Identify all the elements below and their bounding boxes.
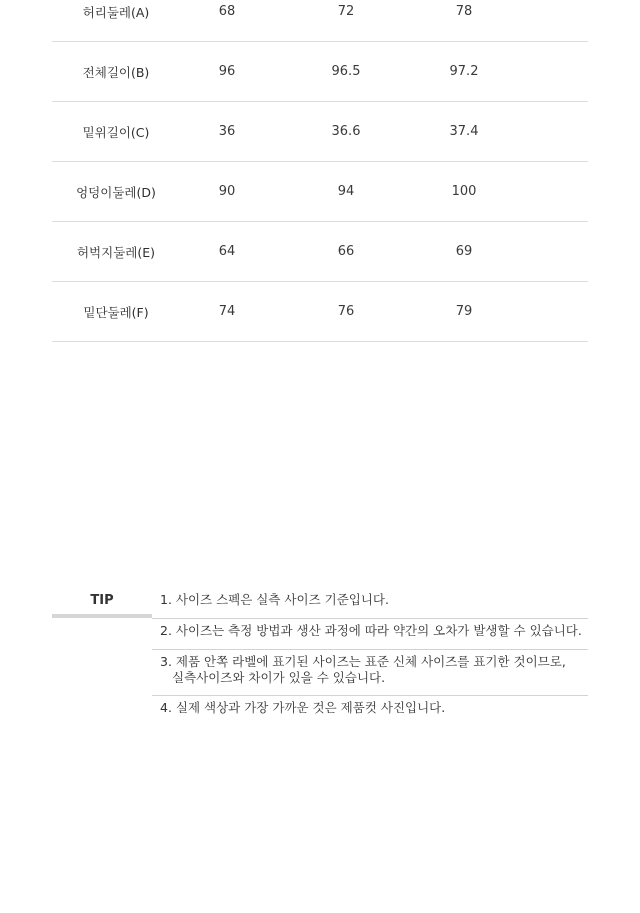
table-row — [52, 222, 588, 282]
size-value: 78 — [418, 0, 510, 42]
empty-cell — [510, 102, 588, 162]
size-value: 72 — [274, 0, 418, 42]
tip-text: 1. 사이즈 스펙은 실측 사이즈 기준입니다. — [160, 592, 389, 607]
tip-list — [152, 588, 588, 720]
tip-divider — [52, 614, 152, 618]
tip-item — [152, 588, 588, 619]
row-label: 밑위길이(C) — [52, 102, 180, 162]
empty-cell — [510, 42, 588, 102]
empty-cell — [510, 222, 588, 282]
row-label: 밑단둘레(F) — [52, 282, 180, 342]
table-row — [52, 42, 588, 102]
size-value: 100 — [418, 162, 510, 222]
size-value: 90 — [180, 162, 274, 222]
size-value: 36 — [180, 102, 274, 162]
size-value: 64 — [180, 222, 274, 282]
table-row — [52, 282, 588, 342]
tip-text: 4. 실제 색상과 가장 가까운 것은 제품컷 사진입니다. — [160, 700, 446, 715]
table-row — [52, 102, 588, 162]
empty-cell — [510, 162, 588, 222]
size-value: 74 — [180, 282, 274, 342]
size-value: 94 — [274, 162, 418, 222]
row-label: 전체길이(B) — [52, 42, 180, 102]
size-value: 79 — [418, 282, 510, 342]
tip-item — [152, 619, 588, 650]
size-spec-table — [52, 0, 588, 342]
tip-item — [152, 696, 588, 720]
size-value: 69 — [418, 222, 510, 282]
tip-text: 3. 제품 안쪽 라벨에 표기된 사이즈는 표준 신체 사이즈를 표기한 것이므로, — [160, 654, 566, 669]
size-value: 68 — [180, 0, 274, 42]
size-value: 97.2 — [418, 42, 510, 102]
row-label: 허리둘레(A) — [52, 0, 180, 42]
tip-item — [152, 650, 588, 696]
row-label: 허벅지둘레(E) — [52, 222, 180, 282]
size-value: 96 — [180, 42, 274, 102]
size-value: 36.6 — [274, 102, 418, 162]
size-value: 76 — [274, 282, 418, 342]
empty-cell — [510, 0, 588, 42]
size-value: 96.5 — [274, 42, 418, 102]
empty-cell — [510, 282, 588, 342]
table-row — [52, 162, 588, 222]
row-label: 엉덩이둘레(D) — [52, 162, 180, 222]
tip-text-continued: 실측사이즈와 차이가 있을 수 있습니다. — [172, 670, 386, 685]
table-row — [52, 0, 588, 42]
size-value: 66 — [274, 222, 418, 282]
tip-text: 2. 사이즈는 측정 방법과 생산 과정에 따라 약간의 오차가 발생할 수 있습니다. — [160, 623, 582, 638]
tip-title: TIP — [90, 593, 114, 608]
size-value: 37.4 — [418, 102, 510, 162]
